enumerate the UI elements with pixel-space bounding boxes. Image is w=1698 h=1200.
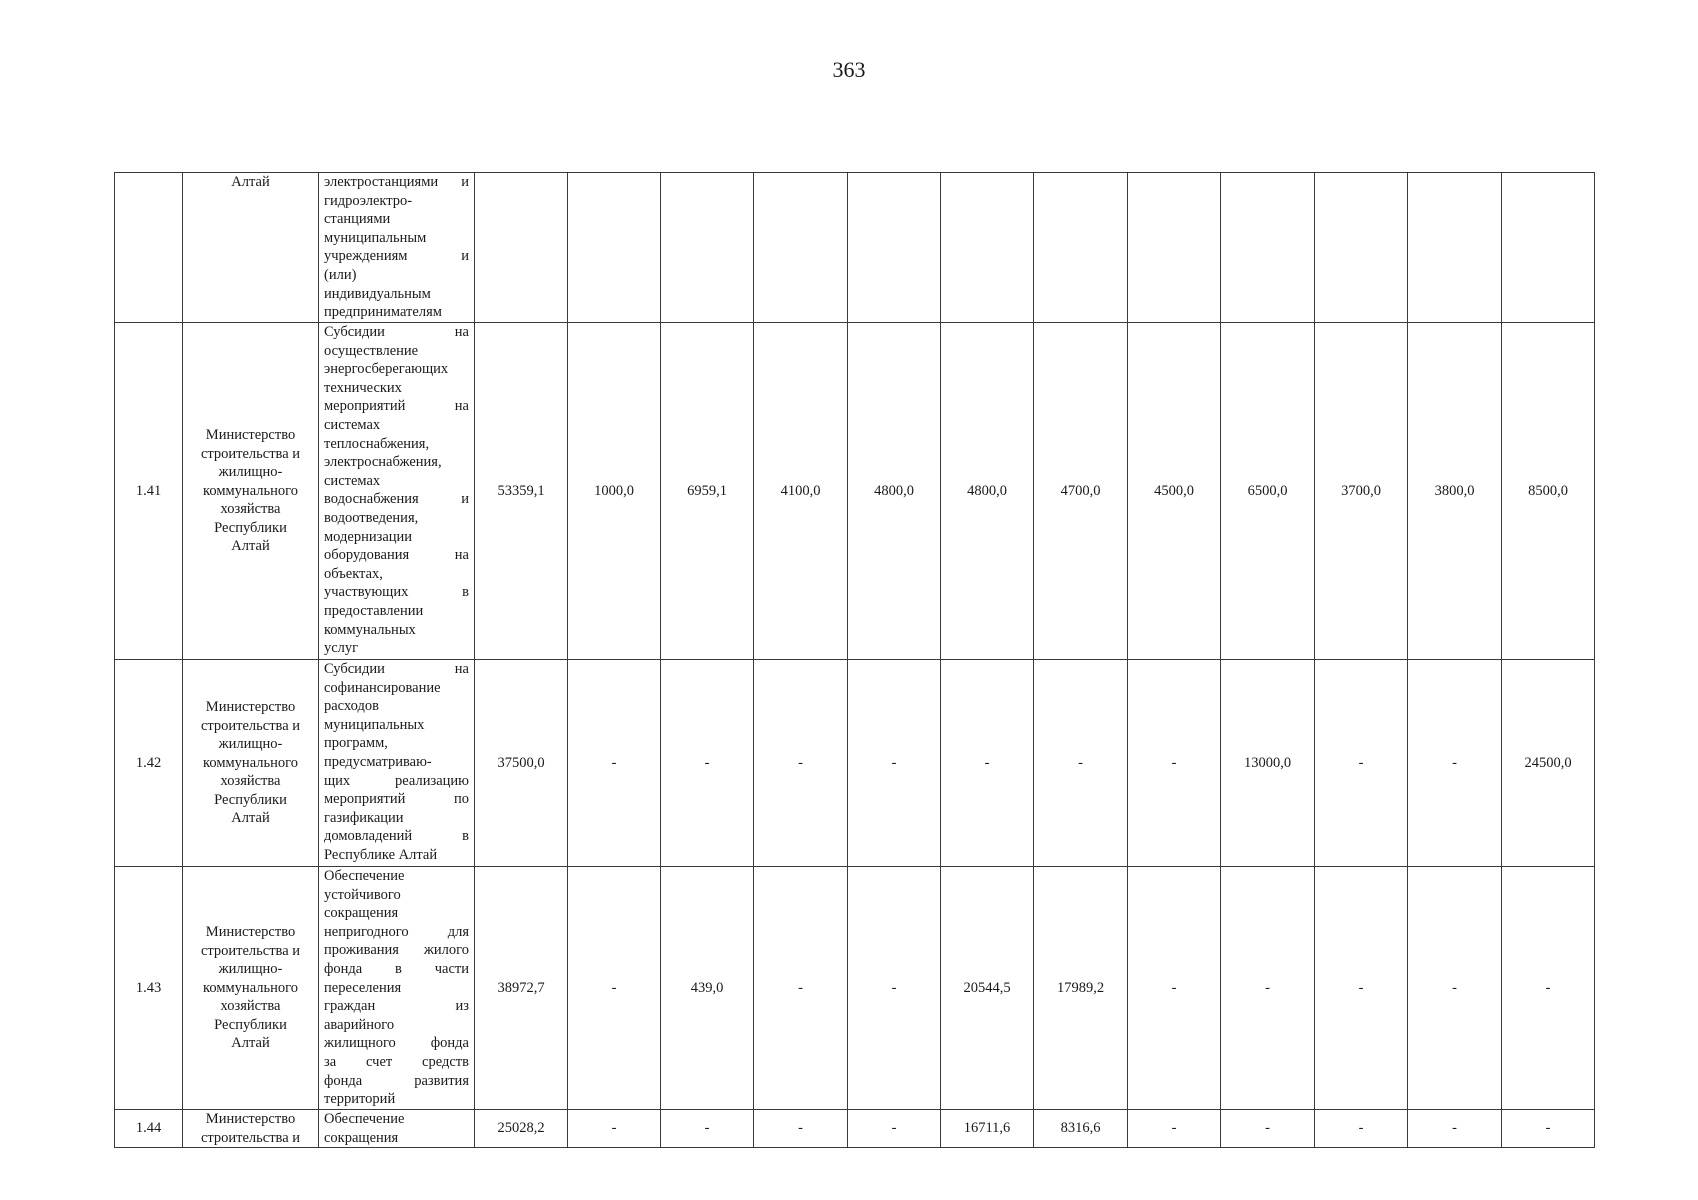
description-line: коммунальных: [324, 621, 416, 638]
year-amount-cell: [1502, 173, 1595, 323]
year-amount-cell: -: [1502, 1110, 1595, 1148]
description-line: мероприятий по: [324, 791, 469, 808]
description-line: участвующих в: [324, 584, 469, 601]
year-amount-cell: [941, 173, 1034, 323]
year-amount-cell: 4500,0: [1128, 323, 1221, 660]
year-amount-cell: 8316,6: [1034, 1110, 1128, 1148]
description-cell: [319, 1110, 475, 1148]
description-line: системах: [324, 472, 381, 489]
description-line: территорий: [324, 1091, 396, 1108]
table-row: [115, 173, 1595, 323]
description-line: станциями: [324, 211, 391, 228]
year-amount-cell: 439,0: [661, 867, 754, 1110]
year-amount-cell: [1221, 173, 1315, 323]
organization-cell: [183, 323, 319, 660]
organization-line: строительства и: [200, 1129, 301, 1146]
description-line: расходов: [324, 698, 379, 715]
total-amount-cell: 37500,0: [475, 660, 568, 867]
year-amount-cell: [1128, 173, 1221, 323]
organization-line: Республики: [214, 791, 287, 808]
description-line: сокращения: [324, 1129, 399, 1146]
organization-line: хозяйства: [220, 998, 281, 1015]
description-line: устойчивого: [324, 886, 401, 903]
row-number-cell: 1.41: [115, 323, 183, 660]
year-amount-cell: 4800,0: [941, 323, 1034, 660]
description-line: муниципальных: [324, 716, 425, 733]
description-cell: [319, 323, 475, 660]
organization-line: строительства и: [200, 445, 301, 462]
organization-line: Алтай: [231, 538, 270, 555]
description-cell: [319, 867, 475, 1110]
description-line: сокращения: [324, 905, 399, 922]
year-amount-cell: -: [661, 660, 754, 867]
year-amount-cell: 4800,0: [848, 323, 941, 660]
year-amount-cell: -: [568, 867, 661, 1110]
description-line: щих реализацию: [324, 772, 469, 789]
organization-line: Алтай: [231, 174, 270, 190]
description-line: Республике Алтай: [324, 846, 438, 863]
description-line: домовладений в: [324, 828, 469, 845]
year-amount-cell: 17989,2: [1034, 867, 1128, 1110]
year-amount-cell: -: [568, 1110, 661, 1148]
description-line: фонда развития: [324, 1072, 469, 1089]
description-line: оборудования на: [324, 547, 469, 564]
description-line: мероприятий на: [324, 398, 469, 415]
year-amount-cell: [1034, 173, 1128, 323]
organization-line: жилищно-: [218, 464, 283, 481]
description-line: жилищного фонда: [324, 1035, 469, 1052]
total-amount-cell: [475, 173, 568, 323]
year-amount-cell: -: [1315, 1110, 1408, 1148]
budget-table: [114, 172, 1595, 1148]
description-line: водоснабжения и: [324, 491, 469, 508]
description-line: проживания жилого: [324, 942, 469, 959]
description-line: технических: [324, 379, 402, 396]
total-amount-cell: 38972,7: [475, 867, 568, 1110]
year-amount-cell: -: [848, 867, 941, 1110]
year-amount-cell: 6959,1: [661, 323, 754, 660]
year-amount-cell: 3700,0: [1315, 323, 1408, 660]
year-amount-cell: [568, 173, 661, 323]
year-amount-cell: -: [1128, 660, 1221, 867]
description-line: теплоснабжения,: [324, 435, 430, 452]
description-line: аварийного: [324, 1016, 395, 1033]
total-amount-cell: 25028,2: [475, 1110, 568, 1148]
year-amount-cell: -: [848, 1110, 941, 1148]
description-line: водоотведения,: [324, 509, 419, 526]
description-line: модернизации: [324, 528, 413, 545]
organization-line: строительства и: [200, 942, 301, 959]
description-cell: [319, 660, 475, 867]
description-line: Субсидии на: [324, 661, 469, 677]
year-amount-cell: -: [754, 660, 848, 867]
description-line: предоставлении: [324, 602, 424, 619]
year-amount-cell: -: [1034, 660, 1128, 867]
year-amount-cell: -: [1128, 867, 1221, 1110]
description-line: услуг: [324, 640, 359, 657]
organization-line: Министерство: [205, 1111, 296, 1127]
description-line: объектах,: [324, 565, 383, 582]
year-amount-cell: -: [1408, 867, 1502, 1110]
description-line: Обеспечение: [324, 868, 405, 884]
description-line: системах: [324, 416, 381, 433]
year-amount-cell: -: [848, 660, 941, 867]
organization-line: жилищно-: [218, 961, 283, 978]
year-amount-cell: 1000,0: [568, 323, 661, 660]
organization-line: коммунального: [203, 754, 298, 771]
organization-line: Министерство: [205, 426, 296, 443]
year-amount-cell: [754, 173, 848, 323]
year-amount-cell: 20544,5: [941, 867, 1034, 1110]
year-amount-cell: -: [754, 867, 848, 1110]
organization-line: хозяйства: [220, 501, 281, 518]
table-row: [115, 1110, 1595, 1148]
table-row: [115, 867, 1595, 1110]
description-line: непригодного для: [324, 923, 469, 940]
organization-line: Министерство: [205, 923, 296, 940]
year-amount-cell: -: [1502, 867, 1595, 1110]
description-line: программ,: [324, 735, 388, 752]
row-number-cell: 1.44: [115, 1110, 183, 1148]
description-line: гидроэлектро-: [324, 192, 413, 209]
description-line: предусматриваю-: [324, 753, 432, 770]
year-amount-cell: [848, 173, 941, 323]
description-line: газификации: [324, 809, 404, 826]
table-row: [115, 660, 1595, 867]
description-line: (или): [324, 266, 357, 283]
description-cell: [319, 173, 475, 323]
organization-line: Республики: [214, 519, 287, 536]
description-line: энергосберегающих: [324, 361, 449, 378]
year-amount-cell: -: [1408, 1110, 1502, 1148]
organization-cell: [183, 867, 319, 1110]
year-amount-cell: -: [661, 1110, 754, 1148]
organization-line: строительства и: [200, 717, 301, 734]
description-line: за счет средств: [324, 1053, 469, 1070]
year-amount-cell: -: [1315, 660, 1408, 867]
year-amount-cell: [1315, 173, 1408, 323]
description-line: Обеспечение: [324, 1111, 405, 1127]
organization-line: жилищно-: [218, 736, 283, 753]
year-amount-cell: -: [1408, 660, 1502, 867]
year-amount-cell: -: [568, 660, 661, 867]
description-line: индивидуальным: [324, 285, 431, 302]
total-amount-cell: 53359,1: [475, 323, 568, 660]
description-line: учреждениям и: [324, 248, 469, 265]
year-amount-cell: -: [941, 660, 1034, 867]
organization-line: коммунального: [203, 979, 298, 996]
year-amount-cell: -: [1315, 867, 1408, 1110]
description-line: предпринимателям: [324, 304, 442, 321]
row-number-cell: 1.42: [115, 660, 183, 867]
year-amount-cell: -: [1128, 1110, 1221, 1148]
year-amount-cell: -: [1221, 1110, 1315, 1148]
year-amount-cell: [1408, 173, 1502, 323]
year-amount-cell: 8500,0: [1502, 323, 1595, 660]
row-number-cell: 1.43: [115, 867, 183, 1110]
year-amount-cell: 4100,0: [754, 323, 848, 660]
year-amount-cell: 24500,0: [1502, 660, 1595, 867]
year-amount-cell: 13000,0: [1221, 660, 1315, 867]
table-row: [115, 323, 1595, 660]
description-line: Субсидии на: [324, 324, 469, 340]
organization-line: коммунального: [203, 482, 298, 499]
organization-cell: [183, 660, 319, 867]
organization-line: Министерство: [205, 698, 296, 715]
organization-line: Алтай: [231, 1035, 270, 1052]
year-amount-cell: [661, 173, 754, 323]
organization-cell: [183, 173, 319, 323]
description-line: муниципальным: [324, 229, 427, 246]
organization-line: Республики: [214, 1016, 287, 1033]
description-line: софинансирование: [324, 679, 441, 696]
year-amount-cell: 3800,0: [1408, 323, 1502, 660]
description-line: фонда в части: [324, 960, 469, 977]
year-amount-cell: -: [754, 1110, 848, 1148]
year-amount-cell: 6500,0: [1221, 323, 1315, 660]
year-amount-cell: 16711,6: [941, 1110, 1034, 1148]
organization-line: хозяйства: [220, 773, 281, 790]
year-amount-cell: 4700,0: [1034, 323, 1128, 660]
year-amount-cell: -: [1221, 867, 1315, 1110]
organization-cell: [183, 1110, 319, 1148]
description-line: переселения: [324, 979, 402, 996]
organization-line: Алтай: [231, 810, 270, 827]
row-number-cell: [115, 173, 183, 323]
description-line: граждан из: [324, 998, 469, 1015]
description-line: электростанциями и: [324, 174, 469, 190]
description-line: осуществление: [324, 342, 419, 359]
page-number: 363: [832, 57, 866, 82]
description-line: электроснабжения,: [324, 454, 442, 471]
